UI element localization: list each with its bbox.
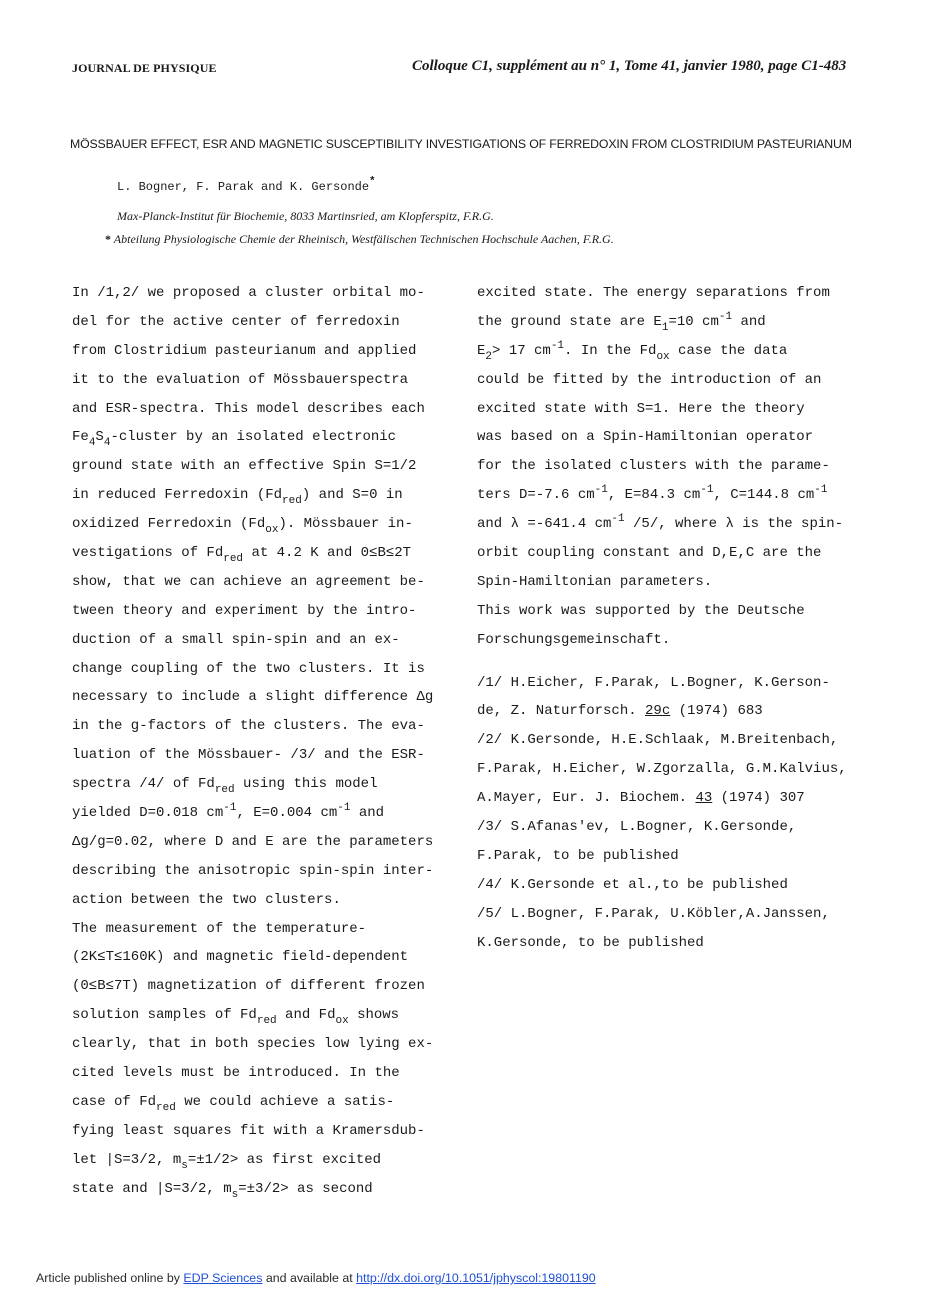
text-line: it to the evaluation of Mössbauerspectra [72, 371, 409, 388]
author-footnote-mark: * [369, 176, 376, 188]
text-line: describing the anisotropic spin-spin inter- [72, 862, 434, 879]
reference-line: F.Parak, H.Eicher, W.Zgorzalla, G.M.Kalvius, [477, 761, 847, 778]
text-line: excited state with S=1. Here the theory [477, 400, 805, 417]
text-line: oxidized Ferredoxin $(Fd_{ox})$. Mössbauer in- [72, 516, 413, 537]
affiliation-mark: * [105, 232, 111, 246]
text-line: (2K≤T≤160K) and magnetic field-dependent [72, 949, 409, 966]
text-line: In /1,2/ we proposed a cluster orbital mo- [72, 285, 425, 301]
text-line: the ground state are $E_1=10$ $cm^{-1}$ and [477, 310, 766, 334]
text-line: Δg/g=0.02, where D and E are the parameters [72, 833, 434, 850]
issue-citation: Colloque C1, supplément au n° 1, Tome 41, janvier 1980, page C1-483 [412, 58, 847, 74]
publisher-link[interactable]: EDP Sciences [183, 1271, 263, 1285]
text-line: action between the two clusters. [72, 891, 341, 908]
text-line: This work was supported by the Deutsche [477, 602, 805, 619]
text-line: The measurement of the temperature- [72, 920, 367, 937]
text-line: (0≤B≤7T) magnetization of different frozen [72, 978, 425, 995]
affiliation-1: Max-Planck-Institut für Biochemie, 8033 Martinsried, am Klopferspitz, F.R.G. [117, 209, 494, 223]
text-line: in the g-factors of the clusters. The eva- [72, 718, 425, 735]
text-line: excited state. The energy separations from [477, 285, 830, 301]
reference-line: /4/ K.Gersonde et al.,to be published [477, 876, 788, 893]
reference-line: /3/ S.Afanas'ev, L.Bogner, K.Gersonde, [477, 819, 797, 836]
text-line: in reduced Ferredoxin $(Fd_{red})$ and S=0 in [72, 487, 403, 508]
text-line: luation of the Mössbauer- /3/ and the ESR- [72, 747, 425, 764]
doi-link[interactable]: http://dx.doi.org/10.1051/jphyscol:19801190 [356, 1271, 596, 1285]
text-line: and λ =-641.4 $cm^{-1}$ /5/, where λ is the spin- [477, 513, 844, 533]
reference-line: /5/ L.Bogner, F.Parak, U.Köbler,A.Janssen, [477, 905, 830, 922]
authors: L. Bogner, F. Parak and K. Gersonde [117, 180, 370, 194]
footer-prefix: Article published online by [36, 1271, 180, 1285]
text-line: solution samples of $Fd_{red}$ and $Fd_{ox}$ shows [72, 1007, 400, 1028]
text-line: $Fe_4S_4$-cluster by an isolated electronic [72, 429, 397, 450]
text-line: state and |S=3/2, $m_s=\pm 3/2>$ as second [72, 1180, 373, 1201]
text-line: change coupling of the two clusters. It is [72, 660, 425, 677]
text-line: $E_2> 17$ $cm^{-1}$. In the $Fd_{ox}$ case the data [477, 339, 788, 363]
reference-line: /2/ K.Gersonde, H.E.Schlaak, M.Breitenbach, [477, 732, 839, 749]
text-line: tween theory and experiment by the intro- [72, 602, 417, 619]
text-line: duction of a small spin-spin and an ex- [72, 631, 400, 648]
text-line: for the isolated clusters with the parame- [477, 458, 830, 475]
paper-title: MÖSSBAUER EFFECT, ESR AND MAGNETIC SUSCEPTIBILITY INVESTIGATIONS OF FERREDOXIN FROM CLOSTRIDIUM PASTEURIANUM [70, 137, 852, 151]
reference-list [477, 669, 877, 958]
text-line: Forschungsgemeinschaft. [477, 631, 671, 648]
text-line: and ESR-spectra. This model describes each [72, 400, 425, 417]
text-line: orbit coupling constant and D,E,C are the [477, 545, 822, 562]
text-line: case of $Fd_{red}$ we could achieve a satis- [72, 1093, 395, 1114]
footer-middle: and available at [265, 1271, 353, 1285]
left-column [72, 279, 462, 1204]
reference-line: A.Mayer, Eur. J. Biochem. 43 (1974) 307 [477, 790, 805, 807]
author-line [117, 176, 376, 194]
text-line: spectra /4/ of $Fd_{red}$ using this model [72, 776, 378, 797]
affiliation-2-text: Abteilung Physiologische Chemie der Rheinisch, Westfälischen Technischen Hochschule Aachen, F.R.G. [113, 232, 614, 246]
page-footer [36, 1271, 596, 1285]
text-line: Spin-Hamiltonian parameters. [477, 573, 713, 590]
text-line: from Clostridium pasteurianum and applied [72, 342, 417, 359]
reference-line: K.Gersonde, to be published [477, 934, 704, 951]
right-column-body [477, 279, 877, 655]
text-line: was based on a Spin-Hamiltonian operator [477, 429, 814, 446]
reference-line: /1/ H.Eicher, F.Parak, L.Bogner, K.Gerson- [477, 674, 830, 691]
text-line: ground state with an effective Spin S=1/2 [72, 458, 417, 475]
affiliation-2 [105, 232, 614, 247]
text-line: vestigations of $Fd_{red}$ at 4.2 K and 0≤B≤2T [72, 545, 412, 566]
text-line: show, that we can achieve an agreement be- [72, 573, 425, 590]
journal-name: JOURNAL DE PHYSIQUE [72, 61, 217, 75]
reference-line: de, Z. Naturforsch. 29c (1974) 683 [477, 703, 763, 720]
text-line: clearly, that in both species low lying ex- [72, 1036, 434, 1053]
text-line: could be fitted by the introduction of an [477, 371, 822, 388]
text-line: yielded D=0.018 $cm^{-1}$, E=0.004 $cm^{-1}$ and [72, 802, 385, 822]
text-line: necessary to include a slight difference Δg [72, 689, 434, 706]
text-line: ters D=-7.6 $cm^{-1}$, E=84.3 $cm^{-1}$, C=144.8 $cm^{-1}$ [477, 484, 828, 504]
text-line: fying least squares fit with a Kramersdub- [72, 1122, 425, 1139]
text-line: del for the active center of ferredoxin [72, 313, 400, 330]
text-line: cited levels must be introduced. In the [72, 1065, 400, 1082]
reference-line: F.Parak, to be published [477, 847, 679, 864]
right-column [477, 279, 877, 957]
text-line: let |S=3/2, $m_s=\pm 1/2>$ as first excited [72, 1151, 382, 1172]
